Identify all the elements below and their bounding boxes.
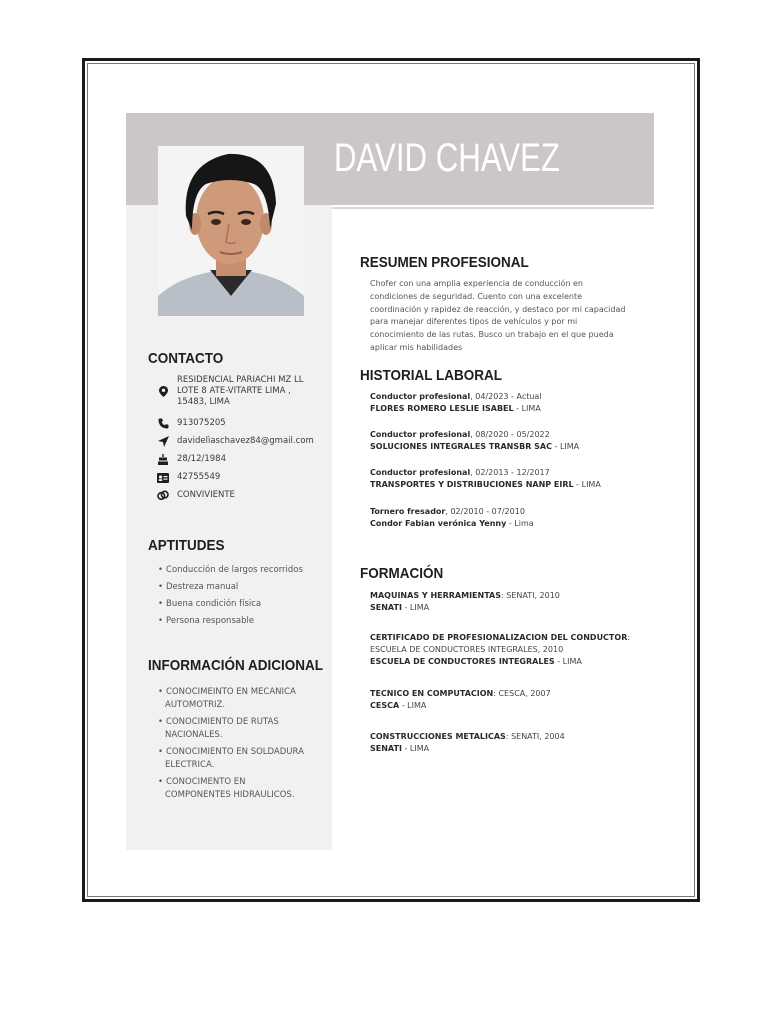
contacto-heading: CONTACTO: [148, 350, 224, 367]
phone-icon: [156, 418, 170, 429]
rings-icon: [156, 490, 170, 501]
list-item: • CONOCIMENTO EN COMPONENTES HIDRAULICOS.: [158, 777, 295, 800]
location-pin-icon: [156, 386, 170, 397]
contact-marital-status-text: CONVIVIENTE: [177, 490, 235, 500]
contact-phone: [156, 418, 326, 429]
contact-id-text: 42755549: [177, 472, 221, 482]
contact-birthdate-text: 28/12/1984: [177, 454, 226, 464]
resumen-heading: RESUMEN PROFESIONAL: [360, 254, 529, 271]
contact-marital-status: [156, 490, 326, 501]
list-item: • CONOCIMIENTO DE RUTAS NACIONALES.: [158, 717, 279, 740]
list-item: • Destreza manual: [158, 582, 239, 592]
formacion-heading: FORMACIÓN: [360, 565, 444, 582]
list-item: • CONOCIMIENTO EN SOLDADURA ELECTRICA.: [158, 747, 304, 770]
info-adicional-heading: INFORMACIÓN ADICIONAL: [148, 657, 323, 674]
list-item: • CONOCIMEINTO EN MECANICA AUTOMOTRIZ.: [158, 687, 296, 710]
resumen-text: Chofer con una amplia experiencia de conducción en condiciones de seguridad. Cuento con una excelente coordinación y rapidez de reacción, y destaco por mi capacidad para manejar diferentes tipos de vehículos y por mi conocimiento de las rutas. Busco un trabajo en el que pueda aplicar mis habilidades: [370, 279, 626, 352]
profile-photo-illustration: [158, 146, 304, 316]
info-adicional-list: [158, 686, 308, 801]
contact-phone-text: 913075205: [177, 418, 226, 428]
education-entry: TECNICO EN COMPUTACION: CESCA, 2007 CESCA - LIMA: [370, 689, 551, 710]
list-item: • Conducción de largos recorridos: [158, 565, 303, 575]
contact-address: [156, 375, 326, 408]
list-item: • Buena condición física: [158, 599, 262, 609]
education-entry: CERTIFICADO DE PROFESIONALIZACION DEL CONDUCTOR: ESCUELA DE CONDUCTORES INTEGRALES, 2010 ESCUELA DE CONDUCTORES INTEGRALES - LIMA: [370, 633, 631, 666]
contact-email-text[interactable]: davidelìaschavez84@gmail.com: [177, 436, 314, 446]
profile-photo: [158, 146, 304, 316]
job-entry: Conductor profesional, 04/2023 - Actual FLORES ROMERO LESLIE ISABEL - LIMA: [370, 392, 542, 413]
job-entry: Conductor profesional, 02/2013 - 12/2017 TRANSPORTES Y DISTRIBUCIONES NANP EIRL - LIMA: [370, 468, 601, 489]
job-entry: Tornero fresador, 02/2010 - 07/2010 Condor Fabian verónica Yenny - Lima: [370, 507, 534, 528]
education-entry: CONSTRUCCIONES METALICAS: SENATI, 2004 SENATI - LIMA: [370, 732, 565, 753]
aptitudes-list: [158, 564, 328, 628]
contact-id: [156, 472, 326, 483]
list-item: • Persona responsable: [158, 616, 255, 626]
header-underline: [306, 207, 654, 209]
education-entry: MAQUINAS Y HERRAMIENTAS: SENATI, 2010 SENATI - LIMA: [370, 591, 560, 612]
candidate-name: DAVID CHAVEZ: [334, 136, 560, 180]
aptitudes-heading: APTITUDES: [148, 537, 225, 554]
contact-address-text: RESIDENCIAL PARIACHI MZ LL LOTE 8 ATE-VITARTE LIMA , 15483, LIMA: [177, 375, 304, 407]
historial-heading: HISTORIAL LABORAL: [360, 367, 503, 384]
contact-email: [156, 436, 326, 447]
send-arrow-icon: [156, 436, 170, 447]
id-card-icon: [156, 472, 170, 483]
job-entry: Conductor profesional, 08/2020 - 05/2022 SOLUCIONES INTEGRALES TRANSBR SAC - LIMA: [370, 430, 580, 451]
cake-icon: [156, 454, 170, 465]
contact-birthdate: [156, 454, 326, 465]
